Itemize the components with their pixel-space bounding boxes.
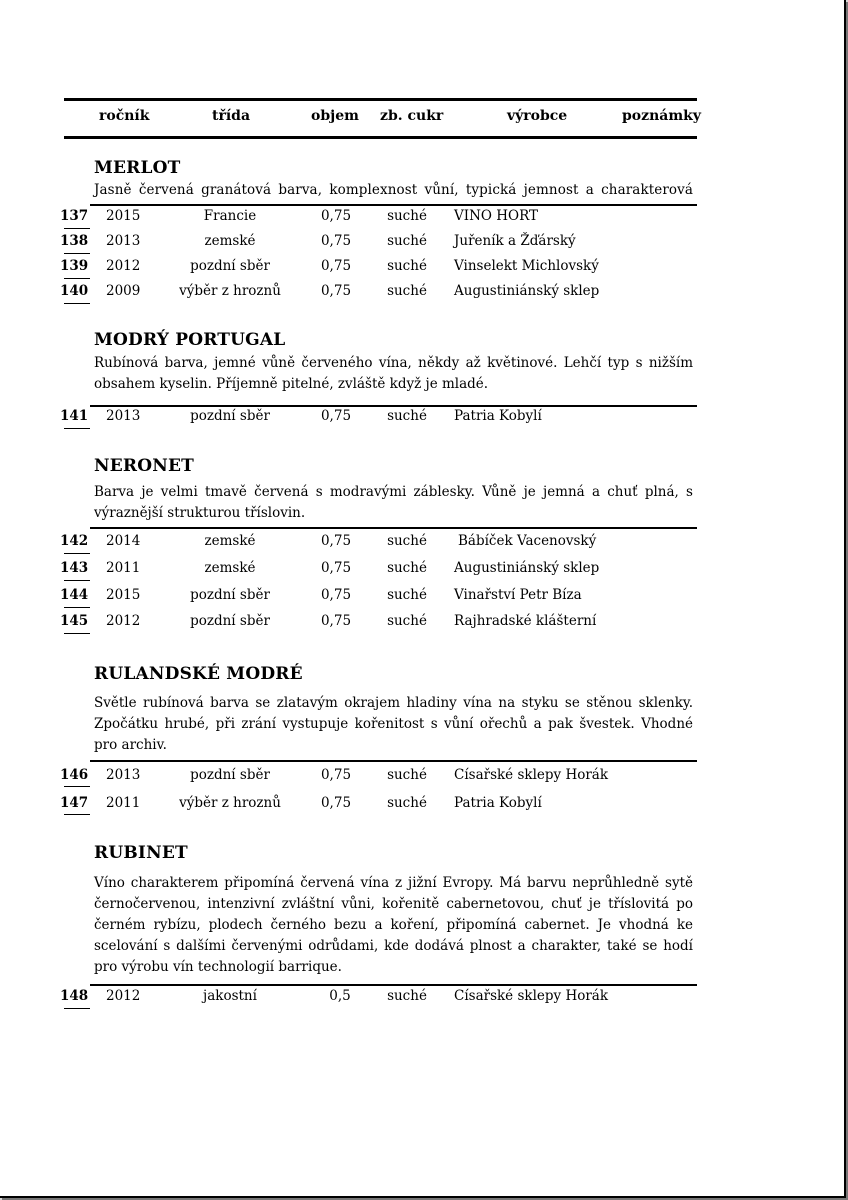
wine-volume: 0,5 <box>329 988 351 1004</box>
wine-year: 2011 <box>106 560 141 576</box>
wine-producer: VINO HORT <box>454 208 539 224</box>
section-title: MERLOT <box>94 158 181 178</box>
wine-volume: 0,75 <box>320 613 352 629</box>
wine-number: 148 <box>60 988 89 1004</box>
section-title: RULANDSKÉ MODRÉ <box>94 664 303 684</box>
wine-sugar: suché <box>387 283 427 299</box>
wine-year: 2013 <box>106 767 141 783</box>
section-rule <box>90 527 697 529</box>
wine-year: 2012 <box>106 613 141 629</box>
wine-number: 138 <box>60 233 89 249</box>
wine-class: výběr z hroznů <box>179 283 281 299</box>
section-description: Rubínová barva, jemné vůně červeného vína, někdy až květinové. Lehčí typ s nižším obsahem kyselin. Příjemně pitelné, zvláště když je mladé. <box>94 355 693 392</box>
wine-number: 144 <box>60 587 89 603</box>
wine-sugar: suché <box>387 767 427 783</box>
wine-number: 145 <box>60 613 89 629</box>
wine-producer: Patria Kobylí <box>454 795 542 811</box>
table-row <box>0 560 844 582</box>
wine-volume: 0,75 <box>320 233 352 249</box>
section-title: RUBINET <box>94 843 188 863</box>
wine-year: 2011 <box>106 795 141 811</box>
section-title: MODRÝ PORTUGAL <box>94 330 286 350</box>
table-row <box>0 408 844 430</box>
wine-sugar: suché <box>387 408 427 424</box>
header-top-rule <box>64 98 697 101</box>
wine-producer: Augustiniánský sklep <box>454 560 600 576</box>
wine-year: 2014 <box>106 533 141 549</box>
wine-sugar: suché <box>387 560 427 576</box>
wine-number: 139 <box>60 258 89 274</box>
wine-volume: 0,75 <box>320 767 352 783</box>
wine-class: zemské <box>204 560 256 576</box>
wine-number: 147 <box>60 795 89 811</box>
wine-class: Francie <box>203 208 257 224</box>
section-rule <box>90 405 697 407</box>
wine-producer: Vinselekt Michlovský <box>454 258 599 274</box>
wine-sugar: suché <box>387 587 427 603</box>
header-notes: poznámky <box>622 108 701 124</box>
wine-sugar: suché <box>387 233 427 249</box>
wine-sugar: suché <box>387 533 427 549</box>
wine-class: pozdní sběr <box>190 587 270 603</box>
header-year: ročník <box>99 108 150 124</box>
table-row <box>0 283 844 305</box>
table-row <box>0 533 844 555</box>
section-description: Víno charakterem připomíná červená vína z jižní Evropy. Má barvu neprůhledně sytě černočervenou, intenzivní zvláštní vůni, kořenitě cabernetovou, chuť je tříslovitá po černém rybízu, plodech černého bezu a koření, připomíná cabernet. Je vhodná ke scelování s dalšími červenými odrůdami, kde dodává plnost a charakter, také se hodí pro výrobu vín technologií barrique. <box>94 875 693 975</box>
wine-year: 2012 <box>106 988 141 1004</box>
wine-class: zemské <box>204 533 256 549</box>
wine-year: 2013 <box>106 408 141 424</box>
wine-sugar: suché <box>387 795 427 811</box>
section-rule <box>90 204 697 206</box>
table-row <box>0 258 844 280</box>
table-row <box>0 233 844 255</box>
wine-volume: 0,75 <box>320 208 352 224</box>
wine-year: 2012 <box>106 258 141 274</box>
section-rule <box>90 760 697 762</box>
wine-class: pozdní sběr <box>190 613 270 629</box>
wine-producer: Juřeník a Žďárský <box>454 233 576 249</box>
wine-class: jakostní <box>203 988 257 1004</box>
wine-producer: Augustiniánský sklep <box>454 283 600 299</box>
wine-volume: 0,75 <box>320 408 352 424</box>
wine-producer: Patria Kobylí <box>454 408 542 424</box>
wine-number: 143 <box>60 560 89 576</box>
section-description: Jasně červená granátová barva, komplexnost vůní, typická jemnost a charakterová <box>94 182 693 198</box>
wine-year: 2013 <box>106 233 141 249</box>
wine-year: 2015 <box>106 587 141 603</box>
header-class: třída <box>212 108 251 124</box>
section-rule <box>90 984 697 986</box>
wine-class: zemské <box>204 233 256 249</box>
wine-number: 140 <box>60 283 89 299</box>
table-row <box>0 208 844 230</box>
section-description: Barva je velmi tmavě červená s modravými záblesky. Vůně je jemná a chuť plná, s výraznější strukturou tříslovin. <box>94 484 693 521</box>
header-bottom-rule <box>64 136 697 139</box>
wine-volume: 0,75 <box>320 795 352 811</box>
table-row <box>0 767 844 789</box>
wine-sugar: suché <box>387 613 427 629</box>
wine-number: 146 <box>60 767 89 783</box>
wine-class: výběr z hroznů <box>179 795 281 811</box>
header-sugar: zb. cukr <box>380 108 444 124</box>
wine-number: 142 <box>60 533 89 549</box>
wine-sugar: suché <box>387 208 427 224</box>
section-description: Světle rubínová barva se zlatavým okrajem hladiny vína na styku se stěnou sklenky. Zpočátku hrubé, při zrání vystupuje kořenitost s vůní ořechů a pak švestek. Vhodné pro archiv. <box>94 695 693 753</box>
wine-class: pozdní sběr <box>190 408 270 424</box>
table-row <box>0 795 844 817</box>
header-producer: výrobce <box>507 108 568 124</box>
wine-volume: 0,75 <box>320 533 352 549</box>
wine-sugar: suché <box>387 988 427 1004</box>
wine-number: 141 <box>60 408 89 424</box>
table-row <box>0 587 844 609</box>
wine-volume: 0,75 <box>320 587 352 603</box>
wine-producer: Císařské sklepy Horák <box>454 988 609 1004</box>
wine-class: pozdní sběr <box>190 767 270 783</box>
wine-volume: 0,75 <box>320 283 352 299</box>
header-volume: objem <box>311 108 359 124</box>
wine-producer: Rajhradské klášterní <box>454 613 597 629</box>
wine-year: 2015 <box>106 208 141 224</box>
section-title: NERONET <box>94 456 194 476</box>
wine-producer: Bábíček Vacenovský <box>458 533 597 549</box>
table-header <box>64 108 701 132</box>
wine-year: 2009 <box>106 283 141 299</box>
wine-number: 137 <box>60 208 89 224</box>
wine-volume: 0,75 <box>320 560 352 576</box>
table-row <box>0 613 844 635</box>
wine-volume: 0,75 <box>320 258 352 274</box>
wine-producer: Císařské sklepy Horák <box>454 767 609 783</box>
wine-producer: Vinařství Petr Bíza <box>454 587 582 603</box>
table-row <box>0 988 844 1010</box>
wine-class: pozdní sběr <box>190 258 270 274</box>
wine-sugar: suché <box>387 258 427 274</box>
